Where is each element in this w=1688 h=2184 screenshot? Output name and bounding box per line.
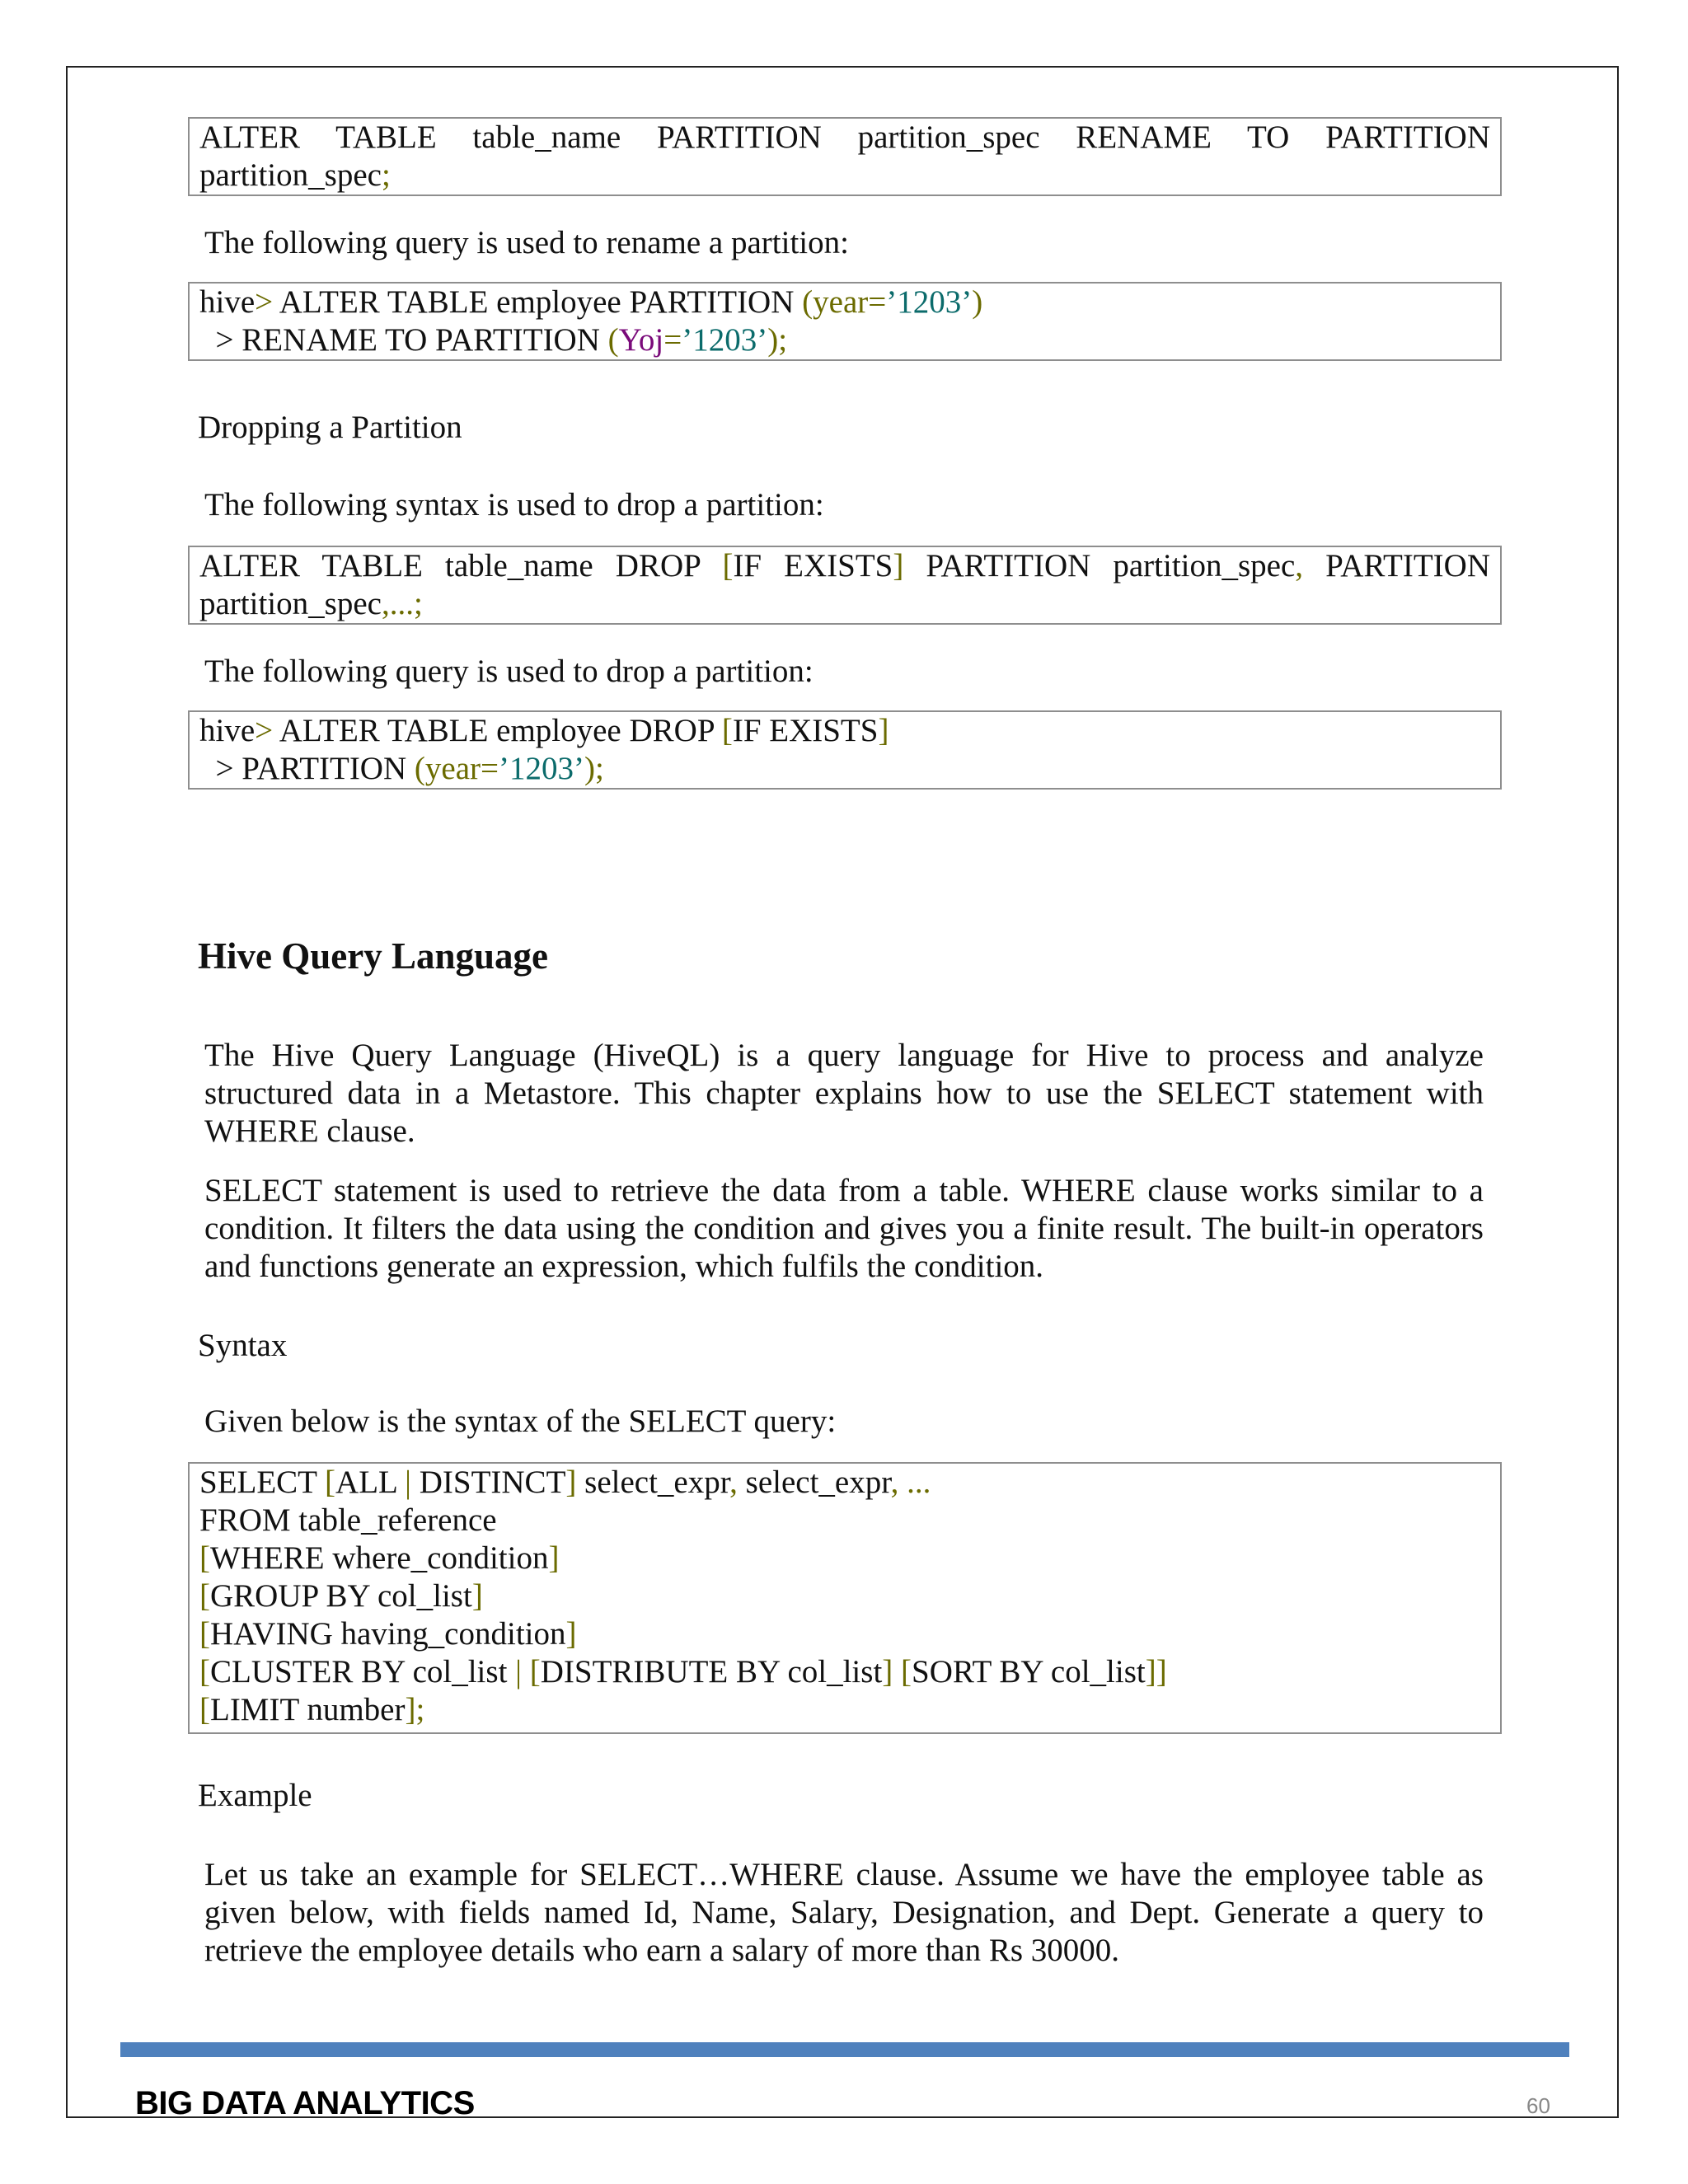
footer-bar bbox=[120, 2042, 1569, 2057]
syntax-intro: Given below is the syntax of the SELECT query: bbox=[204, 1404, 837, 1439]
example-heading: Example bbox=[198, 1778, 312, 1813]
bracket-open: [ bbox=[199, 1540, 210, 1576]
distinct-keyword: DISTINCT bbox=[410, 1465, 566, 1500]
rename-query-box bbox=[188, 282, 1502, 361]
select-keyword: SELECT bbox=[199, 1465, 326, 1500]
bracket-close: ] bbox=[882, 1654, 893, 1690]
drop-query-text-1: ALTER TABLE employee DROP bbox=[273, 713, 722, 748]
distribute-by-clause: DISTRIBUTE BY col_list bbox=[540, 1654, 883, 1690]
drop-syntax-intro: The following syntax is used to drop a partition: bbox=[204, 487, 824, 523]
select-syntax-line-4 bbox=[199, 1577, 1490, 1615]
hive-prompt: hive bbox=[199, 713, 256, 748]
select-syntax-line-2: FROM table_reference bbox=[199, 1502, 497, 1538]
drop-syntax-spec: partition_spec bbox=[199, 586, 382, 621]
cluster-by-clause: CLUSTER BY col_list bbox=[210, 1654, 516, 1690]
bracket-open: [ bbox=[199, 1616, 210, 1652]
rename-syntax-spec: partition_spec bbox=[199, 157, 382, 193]
drop-syntax-partition-spec: PARTITION partition_spec bbox=[903, 548, 1296, 583]
rename-query-text-2: > RENAME TO PARTITION bbox=[199, 322, 608, 358]
select-syntax-box bbox=[188, 1462, 1502, 1734]
footer-title: BIG DATA ANALYTICS bbox=[135, 2085, 475, 2121]
select-syntax-line-6 bbox=[199, 1653, 1490, 1691]
prompt-gt: > bbox=[255, 284, 274, 320]
example-paragraph: Let us take an example for SELECT…WHERE clause. Assume we have the employee table as given below, with fields named Id, Name, Salary, Designation, and Dept. Generate a query to retrieve the employee details who earn a salary of more than Rs 30000. bbox=[204, 1857, 1484, 1968]
drop-syntax-bracket-close: ] bbox=[893, 548, 904, 583]
select-syntax-line-3 bbox=[199, 1540, 1490, 1577]
rename-query-close-2: ); bbox=[767, 322, 788, 358]
limit-clause: LIMIT number bbox=[210, 1692, 406, 1727]
where-clause: WHERE where_condition bbox=[210, 1540, 549, 1576]
drop-syntax-line-1 bbox=[199, 547, 1490, 585]
select-expr-1: select_expr bbox=[576, 1465, 730, 1500]
hive-prompt: hive bbox=[199, 284, 256, 320]
select-expr-2: select_expr bbox=[737, 1465, 891, 1500]
syntax-heading: Syntax bbox=[198, 1328, 288, 1363]
select-syntax-line-5 bbox=[199, 1615, 1490, 1653]
drop-syntax-comma: , bbox=[1295, 548, 1304, 583]
rename-syntax-semicolon: ; bbox=[381, 157, 391, 193]
page-number: 60 bbox=[1526, 2093, 1550, 2118]
drop-query-open: (year= bbox=[414, 751, 499, 786]
rename-query-close-1: ) bbox=[972, 284, 983, 320]
bracket-close: ] bbox=[548, 1540, 560, 1576]
comma: , bbox=[729, 1465, 738, 1500]
hql-paragraph-2: SELECT statement is used to retrieve the data from a table. WHERE clause works similar to a condition. It filters the data using the condition and gives you a finite result. The built-in operators and functions generate an expression, which fulfils the condition. bbox=[204, 1173, 1484, 1284]
prompt-gt: > bbox=[255, 713, 274, 748]
bracket-open: [ bbox=[529, 1654, 541, 1690]
bracket-close: ]; bbox=[405, 1692, 425, 1727]
rename-query-open-2: ( bbox=[607, 322, 619, 358]
rename-query-value-1: ’1203’ bbox=[886, 284, 973, 320]
rename-syntax-line-2 bbox=[199, 157, 1490, 194]
rename-query-ident: Yoj bbox=[618, 322, 664, 358]
rename-query-eq: = bbox=[663, 322, 682, 358]
drop-syntax-box bbox=[188, 546, 1502, 625]
drop-query-box bbox=[188, 710, 1502, 790]
drop-query-line-2 bbox=[199, 750, 1490, 788]
bracket-close: ] bbox=[471, 1578, 483, 1614]
drop-query-text-2: > PARTITION bbox=[199, 751, 415, 786]
bracket-close: ] bbox=[565, 1465, 577, 1500]
bracket-open: [ bbox=[199, 1578, 210, 1614]
space bbox=[893, 1654, 901, 1690]
drop-syntax-if-exists: IF EXISTS bbox=[733, 548, 893, 583]
drop-query-line-1 bbox=[199, 712, 1490, 750]
drop-query-bracket-close: ] bbox=[878, 713, 889, 748]
hql-paragraph-1: The Hive Query Language (HiveQL) is a query language for Hive to process and analyze structured data in a Metastore. This chapter explains how to use the SELECT statement with WHERE clause. bbox=[204, 1038, 1484, 1149]
rename-syntax-box bbox=[188, 117, 1502, 196]
drop-syntax-line-2 bbox=[199, 585, 1490, 623]
having-clause: HAVING having_condition bbox=[210, 1616, 566, 1652]
bracket-open: [ bbox=[199, 1654, 210, 1690]
rename-query-value-2: ’1203’ bbox=[682, 322, 768, 358]
drop-query-if-exists: IF EXISTS bbox=[732, 713, 879, 748]
drop-query-value: ’1203’ bbox=[498, 751, 584, 786]
bracket-open: [ bbox=[199, 1692, 210, 1727]
pipe: | bbox=[405, 1465, 411, 1500]
rename-query-line-2 bbox=[199, 321, 1490, 359]
drop-syntax-ellipsis: ,...; bbox=[381, 586, 423, 621]
rename-syntax-line-1: ALTER TABLE table_name PARTITION partition_spec RENAME TO PARTITION bbox=[199, 120, 1490, 155]
drop-query-bracket-open: [ bbox=[721, 713, 733, 748]
dropping-partition-heading: Dropping a Partition bbox=[198, 410, 462, 445]
bracket-open: [ bbox=[325, 1465, 336, 1500]
sort-by-clause: SORT BY col_list bbox=[912, 1654, 1146, 1690]
bracket-close: ]] bbox=[1145, 1654, 1167, 1690]
pipe: | bbox=[515, 1654, 522, 1690]
rename-query-open-1: (year= bbox=[802, 284, 887, 320]
rename-query-line-1 bbox=[199, 284, 1490, 321]
drop-syntax-a: ALTER TABLE table_name DROP bbox=[199, 548, 723, 583]
drop-query-intro: The following query is used to drop a partition: bbox=[204, 654, 814, 689]
space bbox=[522, 1654, 530, 1690]
select-syntax-line-7 bbox=[199, 1691, 1490, 1729]
drop-syntax-partition: PARTITION bbox=[1303, 548, 1490, 583]
group-by-clause: GROUP BY col_list bbox=[210, 1578, 472, 1614]
drop-query-close: ); bbox=[584, 751, 604, 786]
drop-syntax-bracket-open: [ bbox=[722, 548, 734, 583]
all-keyword: ALL bbox=[335, 1465, 406, 1500]
bracket-close: ] bbox=[565, 1616, 577, 1652]
rename-query-intro: The following query is used to rename a partition: bbox=[204, 225, 849, 260]
select-syntax-line-1 bbox=[199, 1464, 1490, 1502]
hive-query-language-heading: Hive Query Language bbox=[198, 935, 548, 977]
rename-query-text-1: ALTER TABLE employee PARTITION bbox=[273, 284, 803, 320]
ellipsis: , ... bbox=[890, 1465, 931, 1500]
bracket-open: [ bbox=[901, 1654, 912, 1690]
